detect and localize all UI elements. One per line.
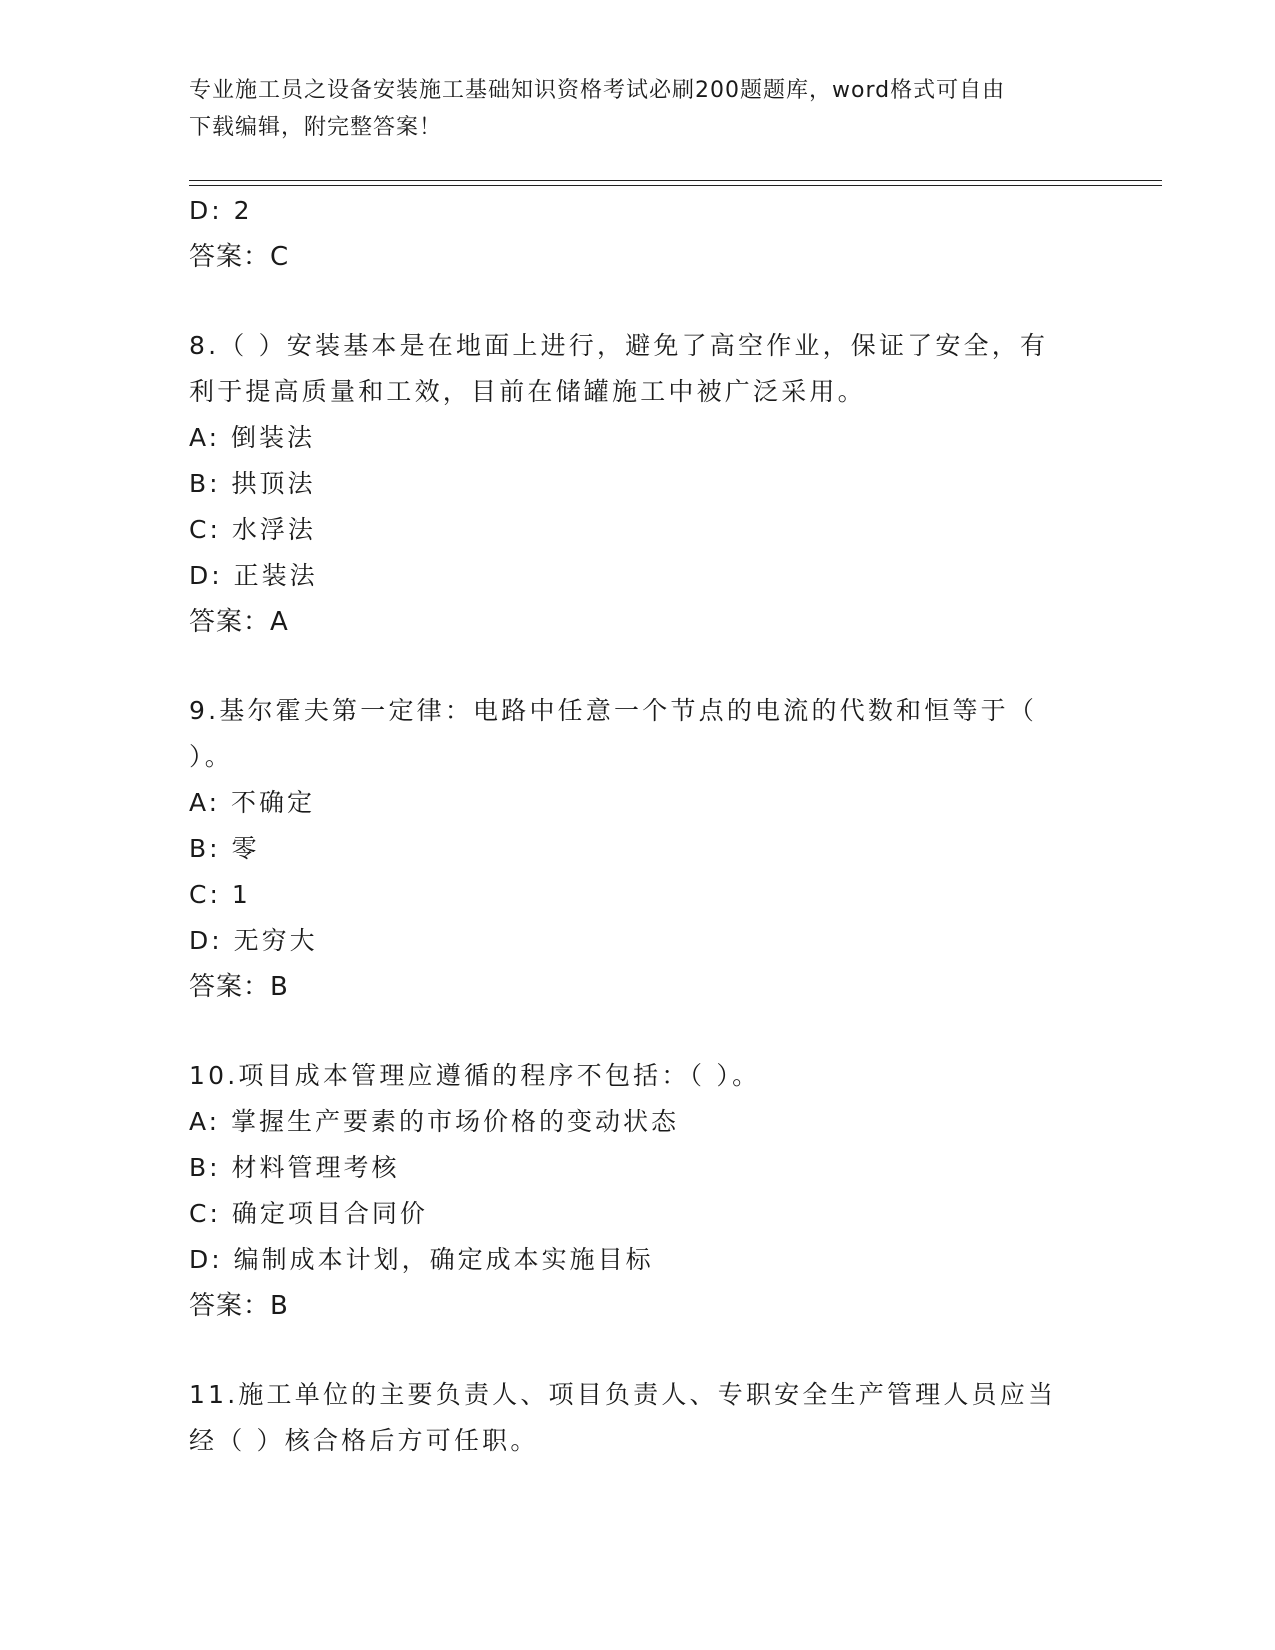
option-d: D: 2 [189, 196, 253, 225]
question-stem-line-1: 10.项目成本管理应遵循的程序不包括：（ ）。 [189, 1061, 761, 1090]
answer: 答案：C [189, 242, 290, 272]
option-c: C: 1 [189, 880, 251, 909]
header-line-2: 下载编辑，附完整答案！ [189, 115, 443, 140]
answer: 答案：A [189, 607, 289, 637]
question-stem [189, 323, 1089, 415]
option-c: C: 水浮法 [189, 515, 316, 544]
question-7-tail [189, 188, 1089, 280]
header-divider-top [189, 180, 1162, 181]
option-d: D: 正装法 [189, 561, 318, 590]
question-stem-line-1: 9.基尔霍夫第一定律：电路中任意一个节点的电流的代数和恒等于（ [189, 696, 1038, 725]
header-divider-bottom [189, 185, 1162, 186]
option-a: A: 不确定 [189, 788, 316, 817]
option-a: A: 倒装法 [189, 423, 316, 452]
question-stem-line-2: ）。 [189, 742, 233, 771]
option-a: A: 掌握生产要素的市场价格的变动状态 [189, 1107, 680, 1136]
question-9 [189, 688, 1089, 1010]
question-stem-line-2: 利于提高质量和工效，目前在储罐施工中被广泛采用。 [189, 377, 866, 406]
question-stem-line-1: 11.施工单位的主要负责人、项目负责人、专职安全生产管理人员应当 [189, 1380, 1057, 1409]
question-10 [189, 1053, 1089, 1329]
question-stem [189, 1372, 1089, 1464]
option-b: B: 拱顶法 [189, 469, 316, 498]
option-b: B: 零 [189, 834, 260, 863]
option-d: D: 无穷大 [189, 926, 318, 955]
header-line-1: 专业施工员之设备安装施工基础知识资格考试必刷200题题库，word格式可自由 [189, 78, 1006, 103]
question-stem [189, 688, 1089, 780]
question-list [189, 188, 1089, 1464]
option-b: B: 材料管理考核 [189, 1153, 400, 1182]
question-stem-line-2: 经（ ）核合格后方可任职。 [189, 1426, 539, 1455]
question-stem-line-1: 8.（ ）安装基本是在地面上进行，避免了高空作业，保证了安全，有 [189, 331, 1049, 360]
question-8 [189, 323, 1089, 645]
answer: 答案：B [189, 1291, 289, 1321]
document-header [189, 72, 1089, 146]
option-d: D: 编制成本计划，确定成本实施目标 [189, 1245, 654, 1274]
question-11 [189, 1372, 1089, 1464]
answer: 答案：B [189, 972, 289, 1002]
question-stem [189, 1053, 1089, 1099]
option-c: C: 确定项目合同价 [189, 1199, 428, 1228]
